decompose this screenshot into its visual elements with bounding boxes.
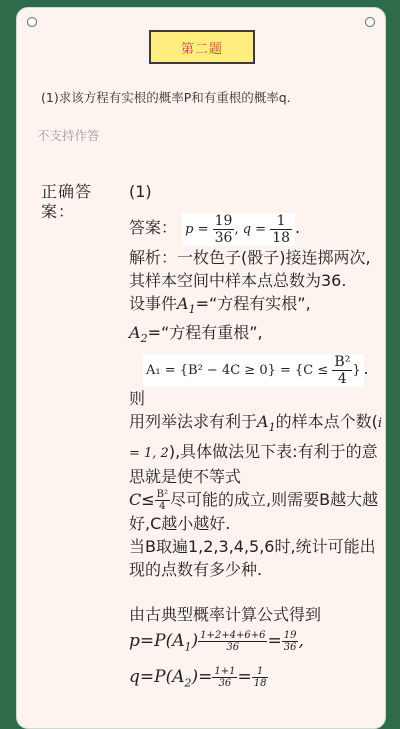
event-line-2: $A_2=“$方程有重根”, [129, 323, 263, 346]
answer-label: 正确答案： [41, 182, 93, 221]
classical-text: 由古典型概率计算公式得到 [129, 604, 322, 624]
enumeration-text: 用列举法求有利于$A_1$的样本点个数(i = 1, 2),具体做法见下表:有利于的意思就是使不等式 [129, 412, 382, 486]
event-line-1: 设事件$A_1=“$方程有实根”, [129, 294, 311, 317]
analysis-text: 解析：一枚色子(骰子)接连掷两次,其样本空间中样本点总数为36. [129, 248, 371, 290]
inequality-text: C≤ $\frac{\text{B²}}{4}$ 尽可能的成立,则需要B越大越好,C越小越好. [129, 488, 379, 533]
corner-dot-icon [365, 17, 375, 27]
set-formula: A₁ = {B² − 4C ≥ 0} = {C ≤ $\frac{\text{B²}}{4}$ } . [143, 354, 385, 387]
iteration-text: 当B取遍1,2,3,4,5,6时,统计可能出现的点数有多少种. [129, 536, 376, 579]
question-text: (1)求该方程有实根的概率P和有重根的概率q. [41, 90, 291, 105]
no-answer-notice: 不支持作答 [37, 128, 100, 143]
then-text: 则 [129, 389, 146, 409]
question-title: 第二题 [149, 30, 255, 64]
p-formula: $p=P(A_1)$ $\frac{1+2+4+6+6}{36}$ = $\frac{19}{36}$ , [129, 629, 304, 653]
question-card [16, 7, 386, 729]
corner-dot-icon [27, 17, 37, 27]
answer-line: 答案： p = $\frac{19}{36}$ , q = $\frac{1}{18}$ . [129, 213, 301, 246]
part-label: (1) [129, 182, 152, 201]
q-formula: $q=P(A_2)=$ $\frac{1+1}{36}$ = $\frac{1}{18}$ [129, 665, 267, 690]
answer-formula: p = $\frac{19}{36}$ , q = $\frac{1}{18}$ [182, 213, 295, 246]
answer-content [129, 180, 385, 698]
